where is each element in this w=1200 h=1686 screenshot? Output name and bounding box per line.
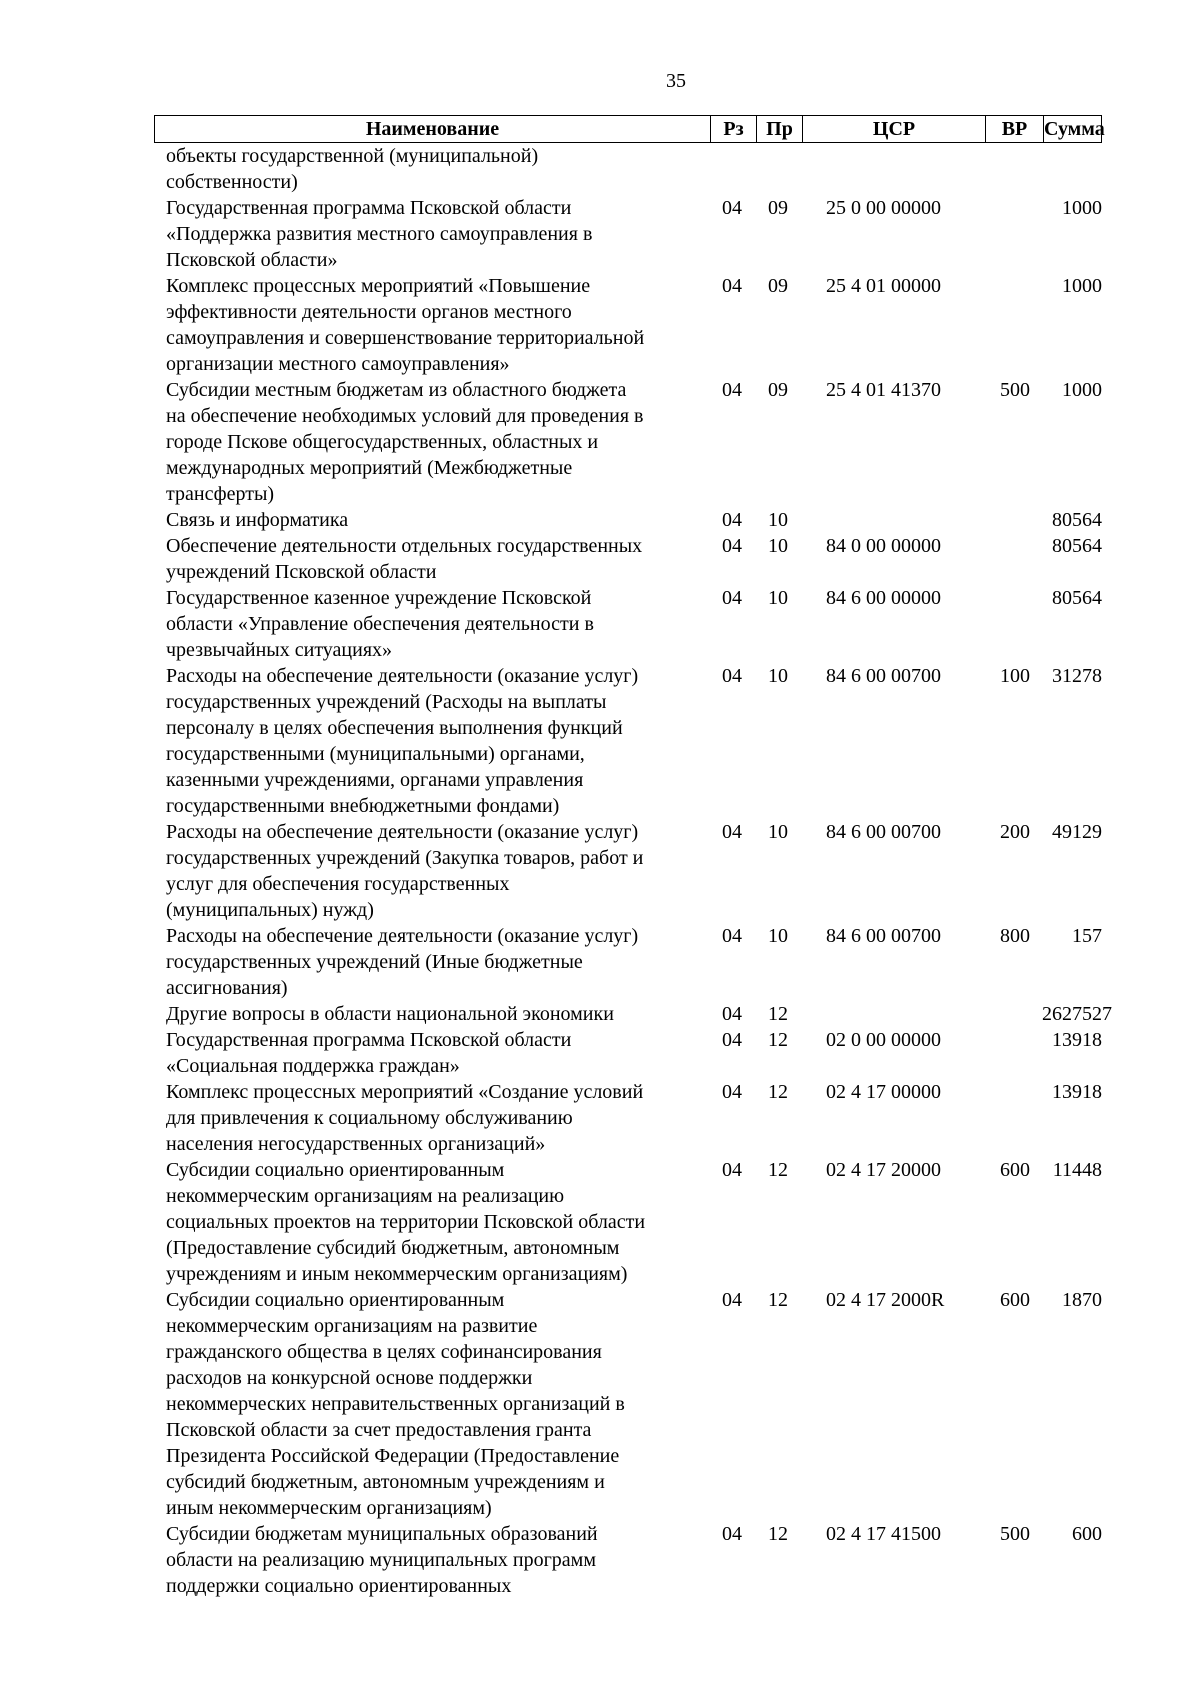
row-rz: 04 [722,197,742,219]
row-name: Расходы на обеспечение деятельности (оказание услуг) государственных учреждений (Расходы на выплаты персоналу в целях обеспечения выполнения функций государственными (муниципальными) органами, казенными учреждениями, органами управления государственными внебюджетными фондами) [166,665,639,817]
table-row [154,273,1102,377]
row-vr: 500 [1000,379,1030,401]
row-pr: 09 [768,197,788,219]
table-row [154,1287,1102,1521]
page-number: 35 [666,70,686,92]
row-pr: 09 [768,379,788,401]
row-name: Субсидии бюджетам муниципальных образований области на реализацию муниципальных программ поддержки социально ориентированных [166,1523,598,1597]
row-csr: 25 0 00 00000 [826,197,941,219]
row-vr: 600 [1000,1159,1030,1181]
row-sum: 157 [1072,925,1102,947]
row-csr: 84 6 00 00000 [826,587,941,609]
row-sum: 80564 [1052,587,1102,609]
budget-table [154,115,1112,1599]
row-name: Субсидии социально ориентированным некоммерческим организациям на реализацию социальных проектов на территории Псковской области (Предоставление субсидий бюджетным, автономным учреждениям и иным некоммерческим организациям) [166,1159,646,1285]
row-sum: 600 [1072,1523,1102,1545]
header-sum: Сумма [1044,118,1105,140]
row-csr [801,507,984,533]
row-rz: 04 [722,665,742,687]
table-row [154,377,1102,507]
row-name: Комплекс процессных мероприятий «Повышение эффективности деятельности органов местного самоуправления и совершенствование территориальной организации местного самоуправления» [166,275,645,375]
row-name: Государственное казенное учреждение Псковской области «Управление обеспечения деятельности в чрезвычайных ситуациях» [166,587,594,661]
row-pr: 10 [768,587,788,609]
row-csr: 84 6 00 00700 [826,925,941,947]
header-pr: Пр [756,116,802,142]
row-rz: 04 [722,1523,742,1545]
row-sum: 1000 [1062,379,1102,401]
row-sum: 13918 [1052,1081,1102,1103]
row-name: Субсидии местным бюджетам из областного бюджета на обеспечение необходимых условий для проведения в городе Пскове общегосударственных, областных и международных мероприятий (Межбюджетные трансферты) [166,379,644,505]
table-row [154,923,1102,1001]
row-name: Связь и информатика [166,509,349,531]
row-pr: 10 [768,821,788,843]
row-rz: 04 [722,379,742,401]
row-vr: 800 [1000,925,1030,947]
row-rz: 04 [722,1159,742,1181]
row-rz: 04 [722,925,742,947]
row-pr: 12 [768,1523,788,1545]
table-row [154,663,1102,819]
row-csr: 25 4 01 00000 [826,275,941,297]
row-pr: 12 [768,1081,788,1103]
row-vr [984,585,1042,663]
row-name: Расходы на обеспечение деятельности (оказание услуг) государственных учреждений (Закупка товаров, работ и услуг для обеспечения государственных (муниципальных) нужд) [166,821,644,921]
table-row [154,1001,1112,1027]
row-name: Комплекс процессных мероприятий «Создание условий для привлечения к социальному обслуживанию населения негосударственных организаций» [166,1081,644,1155]
row-csr: 02 4 17 2000R [826,1289,945,1311]
row-sum [1042,143,1102,195]
table-header [154,115,1105,143]
row-vr [984,195,1042,273]
row-csr: 02 4 17 00000 [826,1081,941,1103]
row-vr: 600 [1000,1289,1030,1311]
row-rz: 04 [722,1081,742,1103]
row-name: Субсидии социально ориентированным некоммерческим организациям на развитие гражданского общества в целях софинансирования расходов на конкурсной основе поддержки некоммерческих неправительственных организаций в Псковской области за счет предоставления гранта Президента Российской Федерации (Предоставление субсидий бюджетным, автономным учреждениям и иным некоммерческим организациям) [166,1289,625,1519]
row-sum: 49129 [1052,821,1102,843]
row-sum: 13918 [1052,1029,1102,1051]
row-rz: 04 [722,821,742,843]
row-vr [984,1079,1042,1157]
row-csr: 84 6 00 00700 [826,821,941,843]
row-csr: 25 4 01 41370 [826,379,941,401]
table-body [154,143,1112,1599]
table-row [154,1521,1102,1599]
row-pr: 12 [768,1003,788,1025]
row-csr: 84 0 00 00000 [826,535,941,557]
row-vr [984,1027,1042,1079]
row-sum: 80564 [1052,535,1102,557]
row-vr [984,143,1042,195]
row-sum: 1000 [1062,197,1102,219]
row-csr: 84 6 00 00700 [826,665,941,687]
row-rz: 04 [722,275,742,297]
row-vr [984,273,1042,377]
table-row [154,1027,1102,1079]
row-pr: 12 [768,1029,788,1051]
row-vr: 100 [1000,665,1030,687]
row-vr [984,533,1042,585]
row-pr: 10 [768,535,788,557]
row-rz [709,143,755,195]
row-vr: 200 [1000,821,1030,843]
row-rz: 04 [722,1003,742,1025]
header-vr: ВР [985,116,1043,142]
row-vr [984,1001,1042,1027]
row-rz: 04 [722,509,742,531]
table-row [154,819,1102,923]
row-name: Обеспечение деятельности отдельных государственных учреждений Псковской области [166,535,643,583]
table-row [154,195,1102,273]
row-rz: 04 [722,1289,742,1311]
table-row [154,585,1102,663]
row-name: Государственная программа Псковской области «Социальная поддержка граждан» [166,1029,572,1077]
header-rz: Рз [710,116,756,142]
table-row [154,143,1102,195]
row-sum: 1000 [1062,275,1102,297]
row-name: Расходы на обеспечение деятельности (оказание услуг) государственных учреждений (Иные бюджетные ассигнования) [166,925,639,999]
row-name: объекты государственной (муниципальной) собственности) [166,145,539,193]
row-name: Государственная программа Псковской области «Поддержка развития местного самоуправления в Псковской области» [166,197,593,271]
table-row [154,507,1102,533]
row-sum: 80564 [1052,509,1102,531]
row-sum: 1870 [1062,1289,1102,1311]
row-csr [801,1001,984,1027]
table-row [154,1079,1102,1157]
row-rz: 04 [722,587,742,609]
row-vr: 500 [1000,1523,1030,1545]
row-rz: 04 [722,535,742,557]
row-vr [984,507,1042,533]
row-csr: 02 4 17 41500 [826,1523,941,1545]
header-name: Наименование [365,118,500,140]
row-sum: 31278 [1052,665,1102,687]
row-pr [755,143,801,195]
row-pr: 10 [768,925,788,947]
row-pr: 12 [768,1289,788,1311]
table-row [154,1157,1102,1287]
row-sum: 11448 [1052,1159,1102,1181]
row-csr: 02 0 00 00000 [826,1029,941,1051]
row-csr [801,143,984,195]
row-pr: 09 [768,275,788,297]
row-pr: 12 [768,1159,788,1181]
table-row [154,533,1102,585]
row-rz: 04 [722,1029,742,1051]
row-name: Другие вопросы в области национальной экономики [166,1003,614,1025]
header-csr: ЦСР [802,116,985,142]
row-pr: 10 [768,509,788,531]
row-pr: 10 [768,665,788,687]
row-csr: 02 4 17 20000 [826,1159,941,1181]
row-sum: 2627527 [1042,1003,1112,1025]
